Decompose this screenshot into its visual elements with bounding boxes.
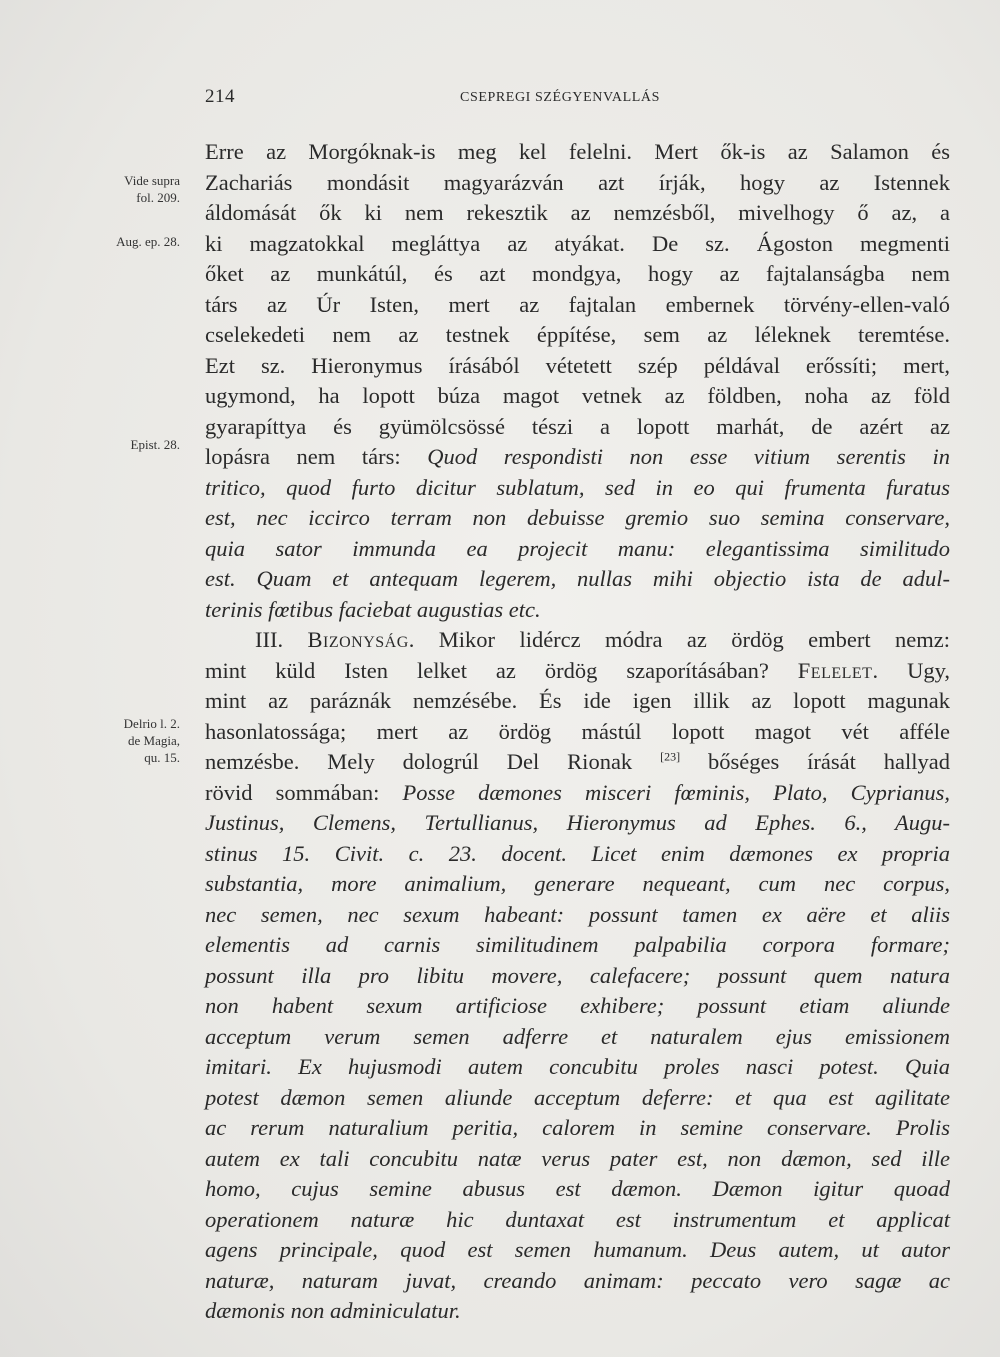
margin-note-aug-ep: Aug. ep. 28. [116, 234, 180, 249]
text-line: stinus 15. Civit. c. 23. docent. Licet enim dæmones ex propria [205, 840, 950, 866]
text-line: áldomását ők ki nem rekesztik az nemzésből, mivelhogy ő az, a [205, 200, 950, 225]
text-line: ac rerum naturalium peritia, calorem in semine conservare. Prolis [205, 1115, 950, 1140]
text-line: nemzésbe. Mely dologrúl Del Rionak [23] bőséges írását hallyad [205, 749, 950, 774]
text-line: possunt illa pro libitu movere, calefacere; possunt quem natura [205, 962, 950, 988]
text-line: Justinus, Clemens, Tertullianus, Hieronymus ad Ephes. 6., Augu- [205, 810, 950, 835]
section-label-felelet: Felelet [797, 657, 873, 683]
body-text [205, 137, 950, 1327]
text-line: ugymond, ha lopott búza magot vetnek az földben, noha az föld [205, 383, 950, 408]
text-line: potest dæmon semen aliunde acceptum deferre: et qua est agilitate [205, 1084, 950, 1110]
text-line: est. Quam et antequam legerem, nullas mihi objectio ista de adul- [205, 566, 950, 591]
text-line: cselekedeti nem az testnek éppítése, sem az léleknek teremtése. [205, 322, 950, 347]
text-line: homo, cujus semine abusus est dæmon. Dæmon igitur quoad [205, 1176, 950, 1201]
margin-note-epist: Epist. 28. [130, 437, 180, 452]
text-line: mint az paráznák nemzésébe. És ide igen illik az lopott magunak [205, 688, 950, 713]
text-line: operationem naturæ hic duntaxat est instrumentum et applicat [205, 1206, 950, 1232]
text-line: lopásra nem társ: Quod respondisti non esse vitium serentis in [205, 444, 950, 469]
text-line: társ az Úr Isten, mert az fajtalan embernek törvény-ellen-való [205, 291, 950, 317]
text-line: autem ex tali concubitu natæ verus pater est, non dæmon, sed ille [205, 1145, 950, 1171]
text-line: agens principale, quod est semen humanum. Deus autem, ut autor [205, 1237, 950, 1262]
text-line: non habent sexum artificiose exhibere; possunt etiam aliunde [205, 993, 950, 1018]
text-line: quia sator immunda ea projecit manu: elegantissima similitudo [205, 535, 950, 561]
text-line: nec semen, nec sexum habeant: possunt tamen ex aëre et aliis [205, 901, 950, 927]
text-line: mint küld Isten lelket az ördög szaporításában? Felelet. Ugy, [205, 657, 950, 683]
text-line: Zachariás mondásit magyarázván azt írják, hogy az Istennek [205, 169, 950, 195]
margin-note-vide-supra: Vide supra fol. 209. [124, 173, 180, 205]
text-line: est, nec iccirco terram non debuisse gremio suo semina conservare, [205, 505, 950, 530]
text-line: imitari. Ex hujusmodi autem concubitu proles nasci potest. Quia [205, 1054, 950, 1079]
text-line: III. Bizonyság. Mikor lidércz módra az ördög embert nemz: [255, 627, 950, 652]
running-head: CSEPREGI SZÉGYENVALLÁS [460, 90, 661, 105]
text-line: hasonlatossága; mert az ördög mástúl lopott magot vét afféle [205, 718, 950, 744]
latin-quote: Posse dæmones misceri fœminis, Plato, Cyprianus, [402, 779, 950, 805]
section-label-bizonysag: Bizonyság [307, 627, 409, 652]
text-line: őket az munkátúl, és azt mondgya, hogy az fajtalanságba nem [205, 261, 950, 286]
text-line: tritico, quod furto dicitur sublatum, sed in eo qui frumenta furatus [205, 474, 950, 500]
text-line: terinis fœtibus faciebat augustias etc. [205, 596, 541, 622]
text-line: Erre az Morgóknak-is meg kel felelni. Mert ők-is az Salamon és [205, 139, 950, 164]
text-line: ki magzatokkal megláttya az atyákat. De sz. Ágoston megmenti [205, 230, 950, 256]
page-header [205, 86, 950, 116]
margin-note-delrio: Delrio l. 2. de Magia, qu. 15. [123, 716, 180, 765]
text-line: dæmonis non adminiculatur. [205, 1298, 461, 1323]
text-line: naturæ, naturam juvat, creando animam: peccato vero sagæ ac [205, 1267, 950, 1293]
latin-quote: Quod respondisti non esse vitium serentis in [427, 444, 950, 469]
page-number: 214 [205, 86, 235, 107]
text-line: substantia, more animalium, generare nequeant, cum nec corpus, [205, 871, 950, 896]
text-line: elementis ad carnis similitudinem palpabilia corpora formare; [205, 932, 950, 957]
text-line: rövid sommában: Posse dæmones misceri fœminis, Plato, Cyprianus, [205, 779, 950, 805]
text-line: gyarapíttya és gyümölcsössé tészi a lopott marhát, de azért az [205, 413, 950, 439]
text-line: acceptum verum semen adferre et naturalem ejus emissionem [205, 1023, 950, 1049]
footnote-ref: [23] [660, 749, 681, 764]
text-line: Ezt sz. Hieronymus írásából vétetett szép példával erőssíti; mert, [205, 352, 950, 378]
